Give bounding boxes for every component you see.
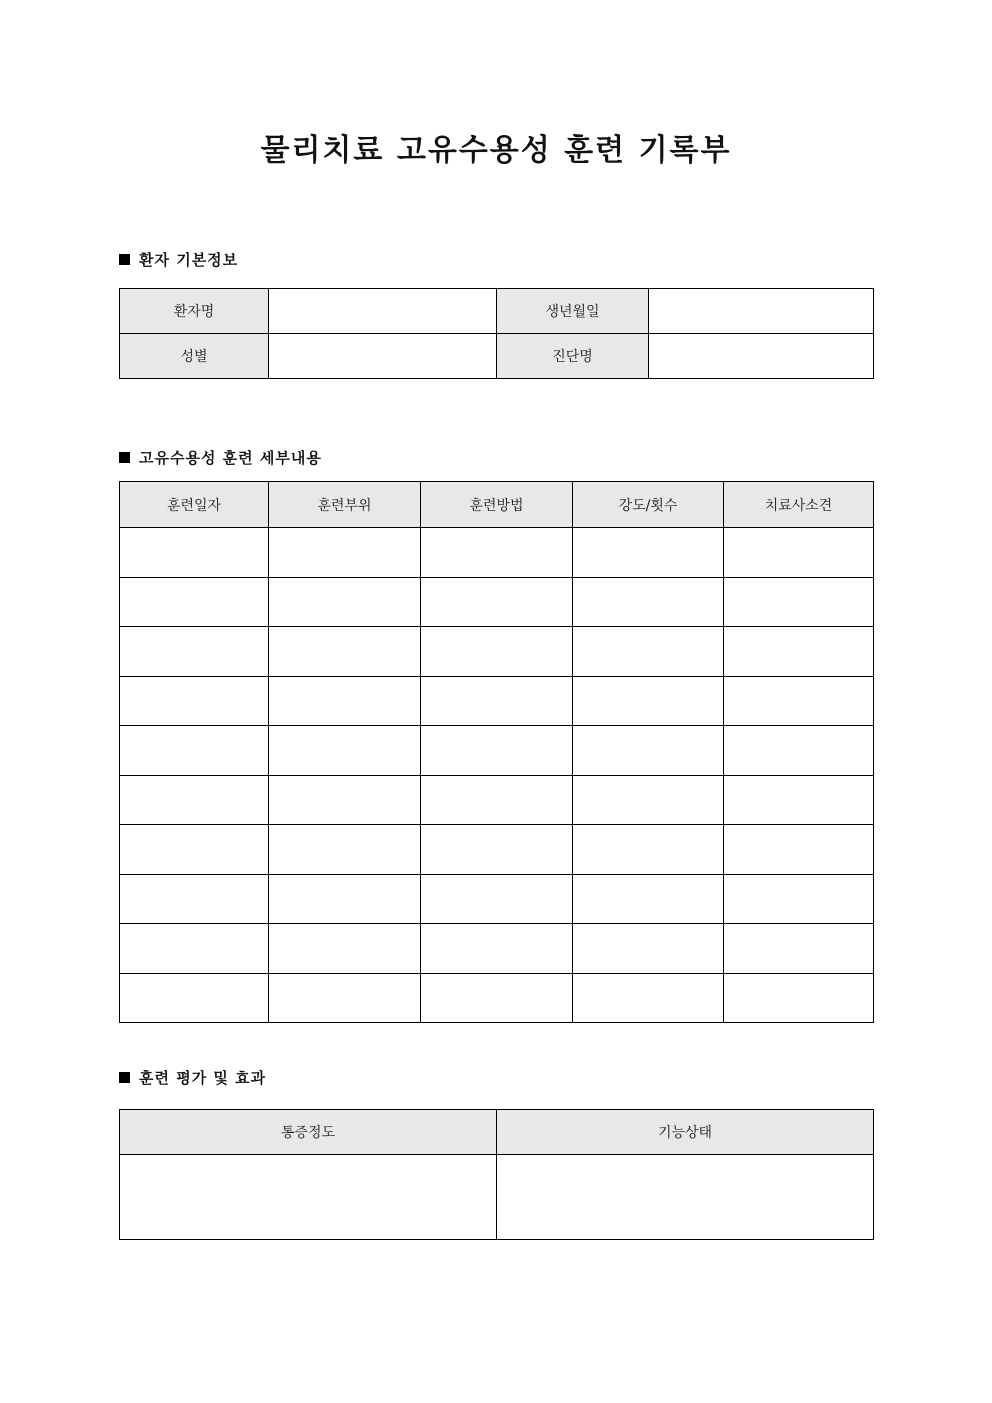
table-header-row [120, 1110, 874, 1155]
column-header-pain-level: 통증정도 [120, 1110, 497, 1155]
section-heading-evaluation-label: 훈련 평가 및 효과 [139, 1069, 267, 1087]
section-heading-patient-info-label: 환자 기본정보 [139, 251, 239, 269]
cell-training-date[interactable] [120, 874, 269, 924]
cell-intensity-reps[interactable] [573, 924, 724, 974]
cell-therapist-opinion[interactable] [724, 973, 874, 1023]
cell-training-date[interactable] [120, 627, 269, 677]
cell-training-date[interactable] [120, 577, 269, 627]
cell-training-area[interactable] [269, 874, 421, 924]
cell-therapist-opinion[interactable] [724, 627, 874, 677]
cell-therapist-opinion[interactable] [724, 528, 874, 578]
cell-training-method[interactable] [421, 924, 573, 974]
cell-training-method[interactable] [421, 775, 573, 825]
table-row [120, 676, 874, 726]
cell-intensity-reps[interactable] [573, 676, 724, 726]
table-row [120, 528, 874, 578]
square-bullet-icon [119, 254, 130, 265]
cell-training-method[interactable] [421, 874, 573, 924]
column-header-training-method: 훈련방법 [421, 482, 573, 528]
cell-training-area[interactable] [269, 775, 421, 825]
square-bullet-icon [119, 452, 130, 463]
cell-therapist-opinion[interactable] [724, 775, 874, 825]
cell-training-date[interactable] [120, 973, 269, 1023]
cell-training-method[interactable] [421, 528, 573, 578]
cell-training-date[interactable] [120, 528, 269, 578]
table-row [120, 627, 874, 677]
evaluation-body [120, 1155, 874, 1240]
evaluation-table [119, 1109, 874, 1240]
cell-intensity-reps[interactable] [573, 726, 724, 776]
cell-training-area[interactable] [269, 528, 421, 578]
column-header-training-area: 훈련부위 [269, 482, 421, 528]
cell-intensity-reps[interactable] [573, 973, 724, 1023]
section-heading-patient-info [119, 250, 238, 270]
table-row [120, 726, 874, 776]
cell-intensity-reps[interactable] [573, 627, 724, 677]
column-header-therapist-opinion: 치료사소견 [724, 482, 874, 528]
cell-training-date[interactable] [120, 924, 269, 974]
cell-intensity-reps[interactable] [573, 775, 724, 825]
patient-info-table [119, 288, 874, 379]
cell-therapist-opinion[interactable] [724, 726, 874, 776]
cell-training-date[interactable] [120, 825, 269, 875]
table-row [120, 1155, 874, 1240]
table-row [120, 577, 874, 627]
table-row [120, 924, 874, 974]
field-label-diagnosis: 진단명 [497, 334, 649, 379]
cell-therapist-opinion[interactable] [724, 924, 874, 974]
cell-therapist-opinion[interactable] [724, 874, 874, 924]
column-header-functional-status: 기능상태 [497, 1110, 874, 1155]
cell-therapist-opinion[interactable] [724, 676, 874, 726]
cell-training-area[interactable] [269, 627, 421, 677]
cell-training-area[interactable] [269, 924, 421, 974]
section-heading-training-details [119, 448, 322, 468]
cell-training-date[interactable] [120, 726, 269, 776]
cell-intensity-reps[interactable] [573, 528, 724, 578]
cell-training-method[interactable] [421, 726, 573, 776]
cell-therapist-opinion[interactable] [724, 577, 874, 627]
field-value-gender[interactable] [269, 334, 497, 379]
field-label-patient-name: 환자명 [120, 289, 269, 334]
cell-intensity-reps[interactable] [573, 577, 724, 627]
table-row [120, 334, 874, 379]
training-details-body [120, 528, 874, 1023]
table-row [120, 973, 874, 1023]
column-header-training-date: 훈련일자 [120, 482, 269, 528]
cell-intensity-reps[interactable] [573, 874, 724, 924]
table-row [120, 825, 874, 875]
cell-intensity-reps[interactable] [573, 825, 724, 875]
cell-training-area[interactable] [269, 973, 421, 1023]
table-row [120, 289, 874, 334]
table-row [120, 775, 874, 825]
field-label-birthdate: 생년월일 [497, 289, 649, 334]
cell-training-area[interactable] [269, 676, 421, 726]
cell-training-method[interactable] [421, 973, 573, 1023]
section-heading-evaluation [119, 1068, 266, 1088]
field-value-diagnosis[interactable] [649, 334, 874, 379]
cell-training-date[interactable] [120, 676, 269, 726]
cell-training-date[interactable] [120, 775, 269, 825]
section-heading-training-details-label: 고유수용성 훈련 세부내용 [139, 449, 322, 467]
cell-training-method[interactable] [421, 577, 573, 627]
table-row [120, 874, 874, 924]
training-details-table [119, 481, 874, 1023]
cell-training-method[interactable] [421, 627, 573, 677]
page-title: 물리치료 고유수용성 훈련 기록부 [260, 133, 732, 168]
cell-training-area[interactable] [269, 726, 421, 776]
cell-training-method[interactable] [421, 676, 573, 726]
field-value-patient-name[interactable] [269, 289, 497, 334]
cell-therapist-opinion[interactable] [724, 825, 874, 875]
column-header-intensity-reps: 강도/횟수 [573, 482, 724, 528]
table-header-row [120, 482, 874, 528]
field-label-gender: 성별 [120, 334, 269, 379]
field-value-pain-level[interactable] [120, 1155, 497, 1240]
cell-training-area[interactable] [269, 825, 421, 875]
cell-training-area[interactable] [269, 577, 421, 627]
cell-training-method[interactable] [421, 825, 573, 875]
field-value-functional-status[interactable] [497, 1155, 874, 1240]
field-value-birthdate[interactable] [649, 289, 874, 334]
square-bullet-icon [119, 1072, 130, 1083]
